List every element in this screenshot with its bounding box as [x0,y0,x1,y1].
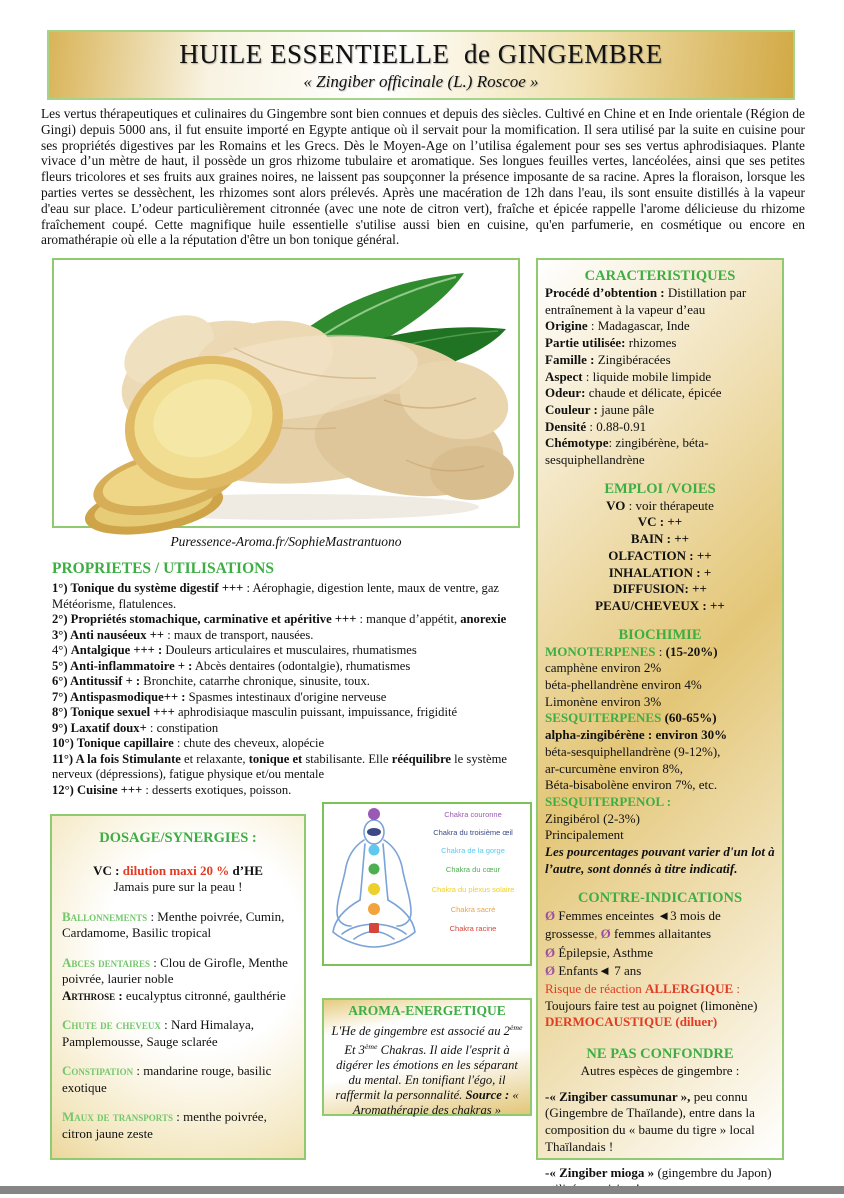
chakra-label: Chakra de la gorge [441,846,505,855]
biochimie-line: camphène environ 2% [545,660,662,676]
emploi-line: DIFFUSION: ++ [613,581,707,597]
dosage-title: DOSAGE/SYNERGIES : [99,830,257,846]
property-item: 12°) Cuisine +++ : desserts exotiques, poisson. [52,782,292,797]
property-item: 6°) Antitussif + : Bronchite, catarrhe chronique, sinusite, toux. [52,674,370,688]
meditating-figure [326,806,422,960]
synergy-item: Constipation : mandarine rouge, basilic exotique [62,1063,272,1095]
emploi-line: INHALATION : + [608,564,712,580]
chakra-label: Chakra racine [449,924,497,933]
caracteristique-line: Couleur : jaune pâle [545,401,655,417]
dosage-vc-line: VC : dilution maxi 20 % d’HE [93,862,263,878]
property-item: 4°) Antalgique +++ : Douleurs articulaires et musculaires, rhumatismes [52,643,417,657]
emploi-line: VO : voir thérapeute [606,497,714,513]
emploi-line: VC : ++ [637,514,683,530]
ne-pas-confondre-subtitle: Autres espèces de gingembre : [580,1062,740,1078]
caracteristique-line: Procédé d’obtention : Distillation par entraînement à la vapeur d’eau [545,285,747,317]
chakra-label: Chakra du plexus solaire [431,885,515,894]
emploi-line: BAIN : ++ [630,531,690,547]
caracteristique-line: Odeur: chaude et délicate, épicée [545,385,722,401]
dosage-warning: Jamais pure sur la peau ! [113,879,243,894]
ginger-photo [52,258,520,528]
synergy-item: Chute de cheveux : Nard Himalaya, Pamplemousse, Sauge sclarée [62,1017,255,1049]
other-species-paragraph: -« Zingiber mioga » (gingembre du Japon) [545,1164,772,1180]
biochimie-line: SESQUITERPENES (60-65%) [545,710,717,726]
property-item: 7°) Antispasmodique++ : Spasmes intestinaux d'origine nerveuse [52,689,387,704]
biochimie-line: alpha-zingibérène : environ 30% [545,727,728,743]
biochimie-line: Principalement [545,827,624,843]
contre-indication-line: Ø Enfants◄ 7 ans [545,963,642,979]
caracteristique-line: Famille : Zingibéracées [545,351,671,367]
dosage-panel [50,814,306,1160]
chakra-diagram [322,802,532,966]
contre-indication-line: Ø Épilepsie, Asthme [545,944,653,960]
caracteristique-line: Origine : Madagascar, Inde [545,318,690,334]
synergy-item: Arthrose : eucalyptus citronné, gaulthérie [62,987,286,1003]
synergy-item: Abces dentaires : Clou de Girofle, Menthe poivrée, laurier noble [62,954,288,986]
property-item: 3°) Anti nauséeux ++ : maux de transport, nausées. [52,627,314,642]
solar-plexus-chakra-icon [368,883,380,895]
property-item: 11°) A la fois Stimulante et relaxante, tonique et stabilisante. Elle rééquilibre le système nerveux (dépressions), fatigue physique et/ou mentale [52,751,507,781]
property-item: 8°) Tonique sexuel +++ aphrodisiaque masculin puissant, impuissance, frigidité [52,705,458,719]
sacral-chakra-icon [368,903,380,915]
contre-indication-line: Toujours faire test au poignet (limonène) [545,997,758,1013]
photo-caption: Puressence-Aroma.fr/SophieMastrantuono [170,534,402,549]
crown-chakra-icon [368,808,380,820]
other-species-paragraph: -« Zingiber cassumunar », peu connu (Gingembre de Thaïlande), entre dans la composition du « baume du tigre » local Thaïlandais ! [545,1088,755,1154]
page-title: HUILE ESSENTIELLE de GINGEMBRE [179,39,663,69]
synergy-item: Ballonnements : Menthe poivrée, Cumin, Cardamome, Basilic tropical [62,908,285,940]
chakra-label: Chakra couronne [444,810,502,819]
root-chakra-icon [369,923,379,933]
caracteristique-line: Aspect : liquide mobile limpide [545,368,712,384]
biochimie-line: Béta-bisabolène environ 7%, etc. [545,777,718,793]
properties-section [52,560,536,798]
property-item: 9°) Laxatif doux+ : constipation [52,720,219,735]
property-item: 1°) Tonique du système digestif +++ : Aérophagie, digestion lente, maux de ventre, gaz Météorisme, flatulences. [52,581,499,611]
caracteristique-line: Partie utilisée: rhizomes [545,335,677,351]
biochimie-line: béta-sesquiphellandrène (9-12%), [545,743,721,759]
page-bottom-edge [0,1186,844,1194]
third-eye-chakra-icon [367,828,381,836]
aroma-title: AROMA-ENERGETIQUE [348,1003,506,1018]
property-item: 2°) Propriétés stomachique, carminative et apéritive +++ : manque d’appétit, anorexie [52,612,507,626]
title-banner [47,30,795,100]
intro-paragraph: Les vertus thérapeutiques et culinaires du Gingembre sont bien connues et depuis des siècles. Cultivé en Chine et en Inde orientale (Région de Gingi) depuis 5000 ans, il fut ensuite importé en Egypte antique où il servait pour la momification. Il sera utilisé par la suite en cuisine pour ses propriétés digestives par les Romains et les Grecs. Dès le Moyen-Age on l’utilisa également pour ses ses vertus aphrodisiaques. Plante vivace d’un mètre de haut, il possède un gros rhizome tubulaire et aromatique. Ses longues feuilles vertes, lancéolées, ainsi que ses petites fleurs tricolores et ses fruits aux graines noires, ne laissent pas soupçonner la présence imposante de sa racine. Apres la floraison, lorsque les parties vertes se dessèchent, les rhizomes sont alors prélevés. Après une macération de 12h dans l'eau, ils sont ensuite distillés à la vapeur d'eau sur place. L’odeur particulièrement citronnée (avec une note de citron vert), fraîche et épicée rappelle l'arome délicieuse du rhizome fraîchement coupé. Cette magnifique huile essentielle s'utilise aussi bien en cuisine, qu'en parfumerie, en cosmétique ou encore en aromathérapie où elle a la réputation d'être un bon tonique général. [41,106,805,248]
biochimie-line: Les pourcentages pouvant varier d'un lot à l’autre, sont donnés à titre indicatif. [545,844,775,876]
biochimie-title: BIOCHIMIE [618,626,702,643]
biochimie-line: MONOTERPENES : (15-20%) [545,643,718,659]
biochimie-line: Zingibérol (2-3%) [545,810,640,826]
properties-title: PROPRIETES / UTILISATIONS [52,560,274,577]
biochimie-line: SESQUITERPENOL : [545,793,672,809]
chakra-label: Chakra du troisième œil [433,828,513,837]
emploi-title: EMPLOI /VOIES [604,480,716,497]
contre-indication-line: DERMOCAUSTIQUE (diluer) [545,1014,718,1030]
chakra-label: Chakra sacré [450,905,496,914]
contre-indications-title: CONTRE-INDICATIONS [577,889,743,906]
aroma-panel [322,998,532,1116]
caracteristique-line: Chémotype: zingibérène, béta-sesquiphellandrène [545,435,709,468]
ne-pas-confondre-title: NE PAS CONFONDRE [586,1045,734,1062]
contre-indication-line: Ø Femmes enceintes ◄3 mois de grossesse, Ø femmes allaitantes [545,907,721,942]
info-panel [536,258,784,1180]
property-item: 10°) Tonique capillaire : chute des cheveux, alopécie [52,736,325,750]
biochimie-line: ar-curcumène environ 8%, [545,760,683,776]
emploi-line: PEAU/CHEVEUX : ++ [595,597,725,613]
ginger-illustration [54,260,518,526]
emploi-line: OLFACTION : ++ [608,547,712,563]
caracteristiques-title: CARACTERISTIQUES [584,268,736,284]
biochimie-line: Limonène environ 3% [545,693,662,709]
aroma-body: L'He de gingembre est associé au 2ème Et 3ème Chakras. Il aide l'esprit à digérer les émotions en les séparant du mental. En tonifiant l'égo, il raffermit la personnalité. Source : « Aromathérapie des chakras » [331,1023,523,1118]
heart-chakra-icon [369,864,380,875]
page-subtitle: « Zingiber officinale (L.) Roscoe » [303,72,539,91]
property-item: 5°) Anti-inflammatoire + : Abcès dentaires (odontalgie), rhumatismes [52,658,411,673]
caracteristique-line: Densité : 0.88-0.91 [545,418,647,434]
synergy-item: Maux de transports : menthe poivrée, citron jaune zeste [62,1109,267,1141]
contre-indication-line: Risque de réaction ALLERGIQUE : [545,980,741,996]
biochimie-line: béta-phellandrène environ 4% [545,677,702,693]
chakra-label: Chakra du cœur [445,865,501,874]
throat-chakra-icon [369,845,380,856]
